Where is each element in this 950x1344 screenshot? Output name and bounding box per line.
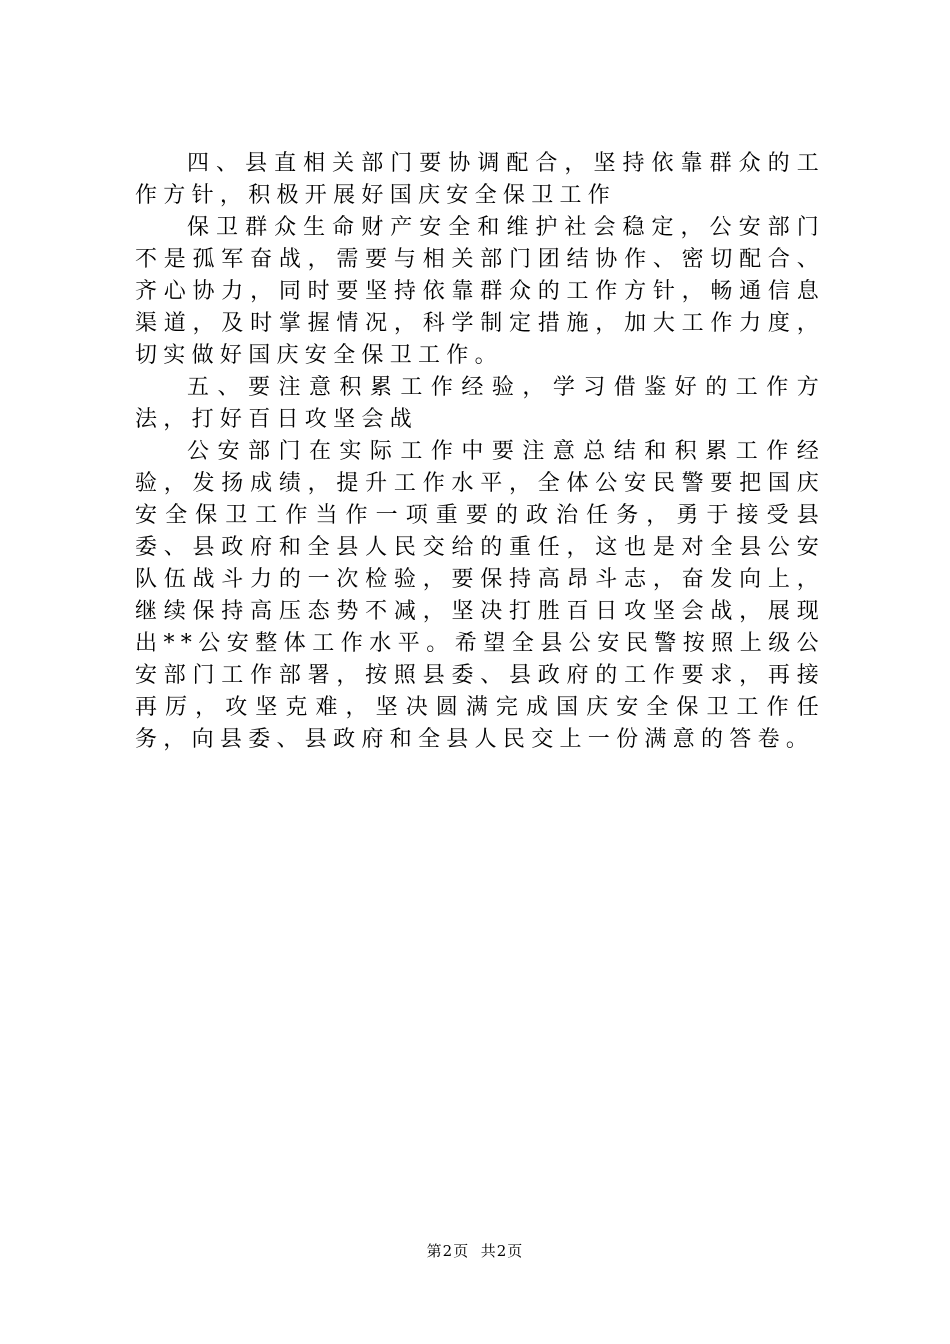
body-paragraph: 公安部门在实际工作中要注意总结和积累工作经验，发扬成绩，提升工作水平，全体公安民警要把国庆安全保卫工作当作一项重要的政治任务，勇于接受县委、县政府和全县人民交给的重任，这也是对全县公安队伍战斗力的一次检验，要保持高昂斗志，奋发向上，继续保持高压态势不减，坚决打胜百日攻坚会战，展现出**公安整体工作水平。希望全县公安民警按照上级公安部门工作部署，按照县委、县政府的工作要求，再接再厉，攻坚克难，坚决圆满完成国庆安全保卫工作任务，向县委、县政府和全县人民交上一份满意的答卷。: [135, 439, 825, 752]
page-total: 共2页: [480, 1242, 524, 1260]
document-body: [135, 148, 825, 756]
page-number: 第2页: [426, 1242, 470, 1260]
section-heading-five: 五、要注意积累工作经验，学习借鉴好的工作方法，打好百日攻坚会战: [135, 375, 825, 432]
section-heading-four: 四、县直相关部门要协调配合，坚持依靠群众的工作方针，积极开展好国庆安全保卫工作: [135, 151, 825, 208]
body-paragraph: 保卫群众生命财产安全和维护社会稳定，公安部门不是孤军奋战，需要与相关部门团结协作、密切配合、齐心协力，同时要坚持依靠群众的工作方针，畅通信息渠道，及时掌握情况，科学制定措施，加大工作力度，切实做好国庆安全保卫工作。: [135, 215, 825, 368]
page-footer: [0, 1241, 950, 1261]
